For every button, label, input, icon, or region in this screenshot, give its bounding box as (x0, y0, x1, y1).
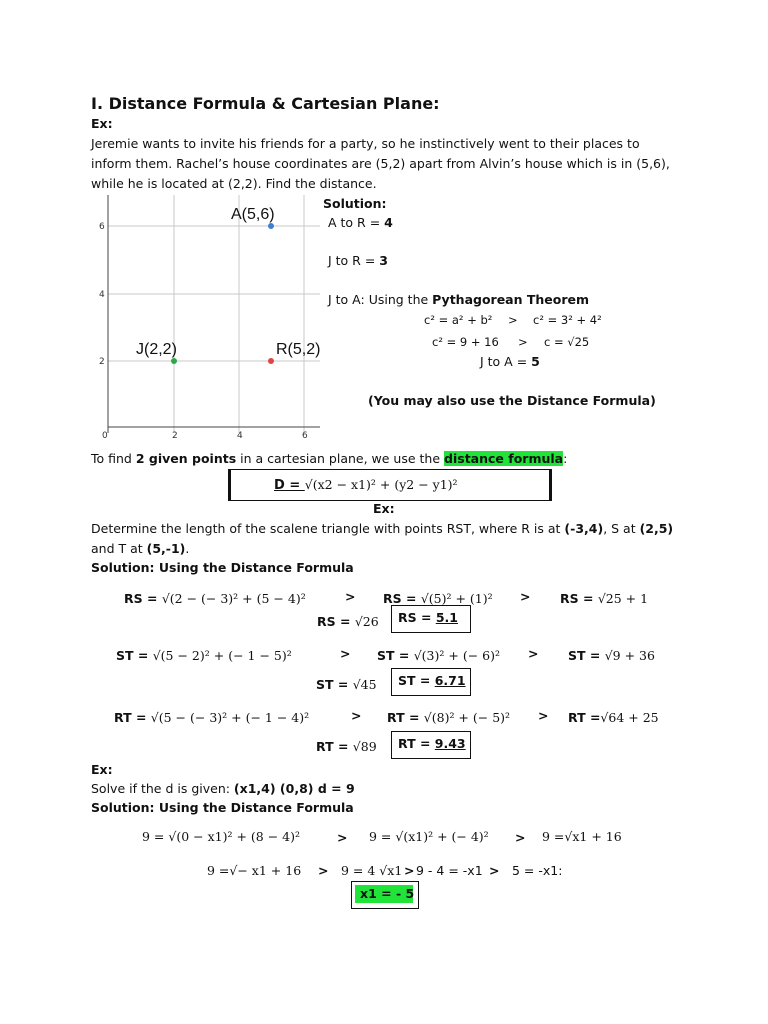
problem-text-line: and T at (5,-1). (91, 541, 190, 556)
rs-answer: RS = 5.1 (398, 610, 458, 625)
j-to-r-line: J to R = 3 (328, 253, 388, 268)
point-j (171, 358, 177, 364)
solve-step-6: 9 - 4 = -x1 (416, 863, 483, 878)
formula-text: D = √(x2 − x1)² + (y2 − y1)² (274, 477, 458, 493)
step-arrow: > (538, 708, 549, 723)
problem-text-line: inform them. Rachel’s house coordinates are (5,2) apart from Alvin’s house which is in (5,6), (91, 156, 670, 171)
step-arrow: > (489, 863, 500, 878)
y-tick-label: 4 (99, 290, 105, 300)
j-to-a-line: J to A: Using the Pythagorean Theorem (328, 292, 590, 307)
point-r (268, 358, 274, 364)
step-arrow: > (520, 589, 531, 604)
pythag-eq-2c: c = √25 (544, 335, 590, 349)
x-tick-label: 0 (102, 431, 108, 441)
solve-step-5: 9 = 4 √x1 (341, 863, 403, 878)
step-arrow: > (318, 863, 329, 878)
pythag-arrow: > (518, 335, 528, 349)
step-arrow: > (345, 589, 356, 604)
rt-step-1: RT = √(5 − (− 3)² + (− 1 − 4)² (114, 710, 310, 725)
point-a-label: A(5,6) (231, 206, 275, 223)
a-to-r-line: A to R = 4 (328, 215, 393, 230)
point-j-label: J(2,2) (136, 341, 177, 358)
x-tick-label: 2 (172, 431, 178, 441)
rt-step-4: RT = √89 (316, 739, 377, 754)
problem-text-line: Solve if the d is given: (x1,4) (0,8) d = 9 (91, 781, 355, 796)
step-arrow: > (528, 646, 539, 661)
st-step-1: ST = √(5 − 2)² + (− 1 − 5)² (116, 648, 292, 663)
rt-step-3: RT =√64 + 25 (568, 710, 659, 725)
solve-step-3: 9 =√x1 + 16 (542, 829, 622, 844)
point-a (268, 223, 274, 229)
rs-step-2: RS = √(5)² + (1)² (383, 591, 493, 606)
page-title: I. Distance Formula & Cartesian Plane: (91, 94, 440, 113)
rt-step-2: RT = √(8)² + (− 5)² (387, 710, 511, 725)
solve-step-4: 9 =√− x1 + 16 (207, 863, 302, 878)
solution-label: Solution: (323, 196, 387, 211)
problem-text-line: Jeremie wants to invite his friends for a party, so he instinctively went to their places to (91, 136, 640, 151)
step-arrow: > (340, 646, 351, 661)
pythag-arrow: > (508, 313, 518, 327)
distance-formula-intro: To find 2 given points in a cartesian plane, we use the distance formula: (91, 451, 568, 466)
st-step-2: ST = √(3)² + (− 6)² (377, 648, 500, 663)
rs-step-1: RS = √(2 − (− 3)² + (5 − 4)² (124, 591, 306, 606)
solve-step-7: 5 = -x1: (512, 863, 563, 878)
problem-text-line: while he is located at (2,2). Find the distance. (91, 176, 377, 191)
point-r-label: R(5,2) (276, 341, 321, 358)
step-arrow: > (337, 830, 348, 845)
rs-step-4: RS = √26 (317, 614, 379, 629)
cartesian-plane (88, 195, 328, 445)
y-tick-label: 2 (99, 357, 105, 367)
step-arrow: > (515, 830, 526, 845)
problem-text-line: Determine the length of the scalene triangle with points RST, where R is at (-3,4), S at (2,5) (91, 521, 674, 536)
example-label: Ex: (91, 762, 113, 777)
st-step-3: ST = √9 + 36 (568, 648, 655, 663)
x-tick-label: 6 (302, 431, 308, 441)
pythag-eq-1c: c² = 3² + 4² (533, 313, 602, 327)
step-arrow: > (404, 863, 415, 878)
st-answer: ST = 6.71 (398, 673, 466, 688)
grid-lines (108, 195, 320, 433)
x-tick-label: 4 (237, 431, 243, 441)
y-tick-label: 6 (99, 222, 105, 232)
final-answer: x1 = - 5 (360, 886, 415, 901)
solve-step-2: 9 = √(x1)² + (− 4)² (369, 829, 489, 844)
formula-note: (You may also use the Distance Formula) (368, 393, 656, 408)
rs-step-3: RS = √25 + 1 (560, 591, 649, 606)
st-step-4: ST = √45 (316, 677, 377, 692)
solution-label: Solution: Using the Distance Formula (91, 560, 354, 575)
example-label: Ex: (91, 116, 113, 131)
solution-label: Solution: Using the Distance Formula (91, 800, 354, 815)
j-to-a-result: J to A = 5 (480, 354, 540, 369)
rt-answer: RT = 9.43 (398, 736, 466, 751)
example-label: Ex: (373, 501, 395, 516)
pythag-eq-1a: c² = a² + b² (424, 313, 493, 327)
solve-step-1: 9 = √(0 − x1)² + (8 − 4)² (142, 829, 300, 844)
step-arrow: > (351, 708, 362, 723)
pythag-eq-2a: c² = 9 + 16 (432, 335, 499, 349)
